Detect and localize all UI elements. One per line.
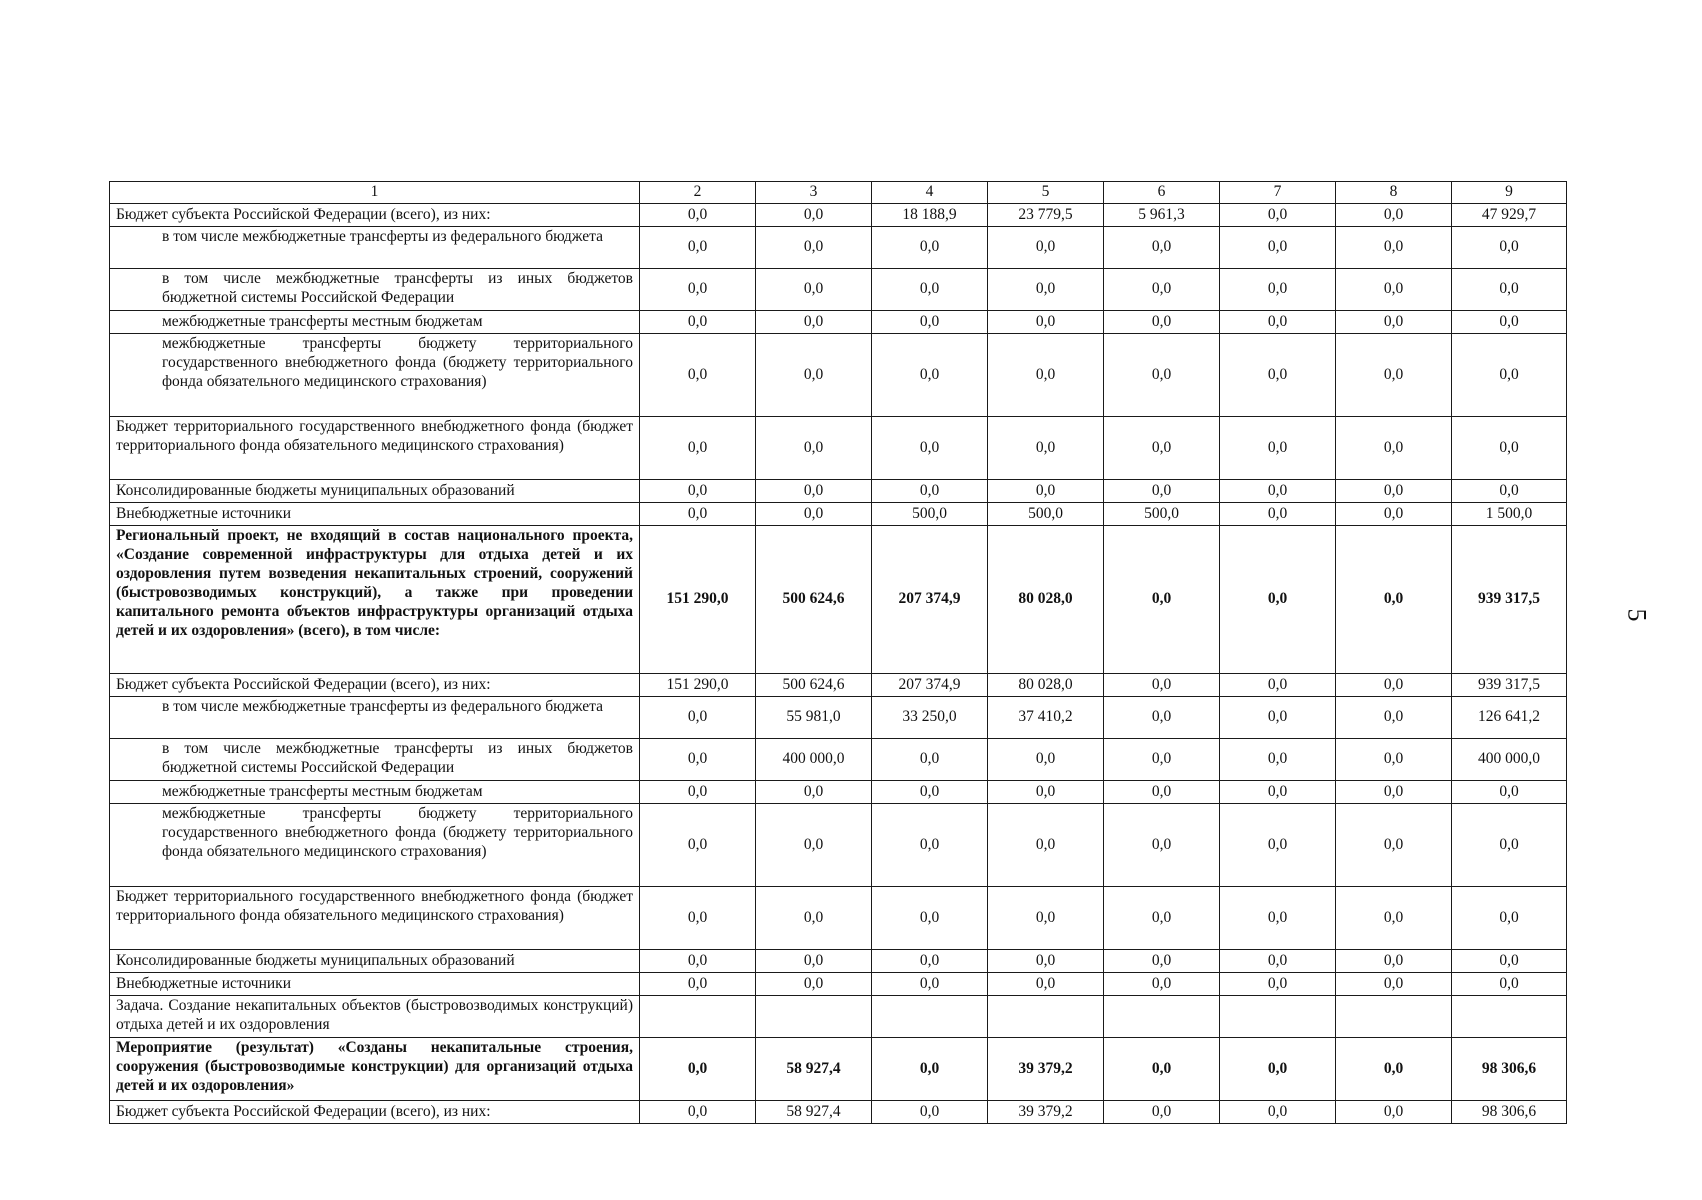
value-cell — [1220, 996, 1336, 1038]
value-cell: 0,0 — [1220, 739, 1336, 781]
value-cell — [1336, 996, 1452, 1038]
value-cell: 0,0 — [640, 417, 756, 480]
value-cell: 0,0 — [1104, 950, 1220, 973]
value-cell: 0,0 — [1104, 887, 1220, 950]
table-row — [110, 480, 1567, 503]
value-cell: 0,0 — [1220, 804, 1336, 887]
value-cell: 0,0 — [1104, 417, 1220, 480]
value-cell: 0,0 — [872, 1101, 988, 1124]
value-cell: 0,0 — [872, 417, 988, 480]
value-cell: 0,0 — [988, 334, 1104, 417]
row-label: Мероприятие (результат) «Созданы некапитальные строения, сооружения (быстровозводимые конструкции) для организаций отдыха детей и их оздоровления» — [110, 1038, 640, 1101]
value-cell: 0,0 — [756, 781, 872, 804]
table-row — [110, 887, 1567, 950]
value-cell: 0,0 — [1220, 311, 1336, 334]
value-cell: 0,0 — [1336, 804, 1452, 887]
column-header: 7 — [1220, 182, 1336, 204]
value-cell: 0,0 — [1220, 269, 1336, 311]
value-cell: 126 641,2 — [1452, 697, 1567, 739]
value-cell: 0,0 — [988, 480, 1104, 503]
value-cell: 0,0 — [640, 334, 756, 417]
value-cell: 0,0 — [1104, 269, 1220, 311]
value-cell — [988, 996, 1104, 1038]
value-cell: 0,0 — [1104, 1038, 1220, 1101]
table-row — [110, 674, 1567, 697]
value-cell: 0,0 — [1104, 697, 1220, 739]
value-cell: 0,0 — [1336, 503, 1452, 526]
table-row — [110, 1101, 1567, 1124]
table-header-row — [110, 182, 1567, 204]
value-cell: 0,0 — [1336, 526, 1452, 674]
value-cell: 0,0 — [1336, 1101, 1452, 1124]
table-row — [110, 781, 1567, 804]
value-cell: 0,0 — [1104, 804, 1220, 887]
table-row — [110, 334, 1567, 417]
value-cell: 18 188,9 — [872, 204, 988, 227]
value-cell: 0,0 — [1336, 417, 1452, 480]
value-cell: 0,0 — [756, 227, 872, 269]
value-cell: 0,0 — [1104, 674, 1220, 697]
value-cell: 0,0 — [640, 804, 756, 887]
value-cell: 0,0 — [1104, 973, 1220, 996]
value-cell: 0,0 — [1336, 1038, 1452, 1101]
row-label: Внебюджетные источники — [110, 503, 640, 526]
value-cell: 400 000,0 — [1452, 739, 1567, 781]
value-cell: 0,0 — [756, 204, 872, 227]
value-cell: 0,0 — [1452, 417, 1567, 480]
value-cell: 0,0 — [1104, 311, 1220, 334]
value-cell: 0,0 — [1452, 950, 1567, 973]
table-row — [110, 227, 1567, 269]
table-row — [110, 804, 1567, 887]
value-cell: 0,0 — [1336, 950, 1452, 973]
table-row — [110, 697, 1567, 739]
column-header: 1 — [110, 182, 640, 204]
column-header: 4 — [872, 182, 988, 204]
value-cell: 0,0 — [1452, 804, 1567, 887]
value-cell: 0,0 — [872, 269, 988, 311]
value-cell: 0,0 — [1220, 1101, 1336, 1124]
value-cell: 0,0 — [1104, 739, 1220, 781]
row-label: межбюджетные трансферты бюджету территориального государственного внебюджетного фонда (бюджету территориального фонда обязательного медицинского страхования) — [110, 334, 640, 417]
row-label: Бюджет субъекта Российской Федерации (всего), из них: — [110, 674, 640, 697]
value-cell: 0,0 — [1452, 973, 1567, 996]
row-label: Задача. Создание некапитальных объектов (быстровозводимых конструкций) отдыха детей и их оздоровления — [110, 996, 640, 1038]
value-cell: 0,0 — [1452, 781, 1567, 804]
table-row — [110, 526, 1567, 674]
value-cell: 0,0 — [756, 417, 872, 480]
value-cell — [640, 996, 756, 1038]
value-cell: 0,0 — [1220, 950, 1336, 973]
value-cell: 0,0 — [1452, 887, 1567, 950]
value-cell: 0,0 — [1452, 334, 1567, 417]
value-cell: 0,0 — [1104, 1101, 1220, 1124]
value-cell: 0,0 — [640, 950, 756, 973]
column-header: 5 — [988, 182, 1104, 204]
row-label: Бюджет субъекта Российской Федерации (всего), из них: — [110, 204, 640, 227]
value-cell: 0,0 — [1452, 480, 1567, 503]
value-cell: 80 028,0 — [988, 674, 1104, 697]
value-cell: 0,0 — [1336, 674, 1452, 697]
value-cell: 0,0 — [640, 973, 756, 996]
value-cell: 0,0 — [1104, 781, 1220, 804]
value-cell: 47 929,7 — [1452, 204, 1567, 227]
value-cell: 0,0 — [640, 1101, 756, 1124]
value-cell: 98 306,6 — [1452, 1038, 1567, 1101]
value-cell: 39 379,2 — [988, 1101, 1104, 1124]
value-cell: 939 317,5 — [1452, 526, 1567, 674]
value-cell: 0,0 — [872, 1038, 988, 1101]
row-label: в том числе межбюджетные трансферты из иных бюджетов бюджетной системы Российской Федерации — [110, 739, 640, 781]
row-label: в том числе межбюджетные трансферты из федерального бюджета — [110, 227, 640, 269]
value-cell: 0,0 — [1220, 480, 1336, 503]
value-cell: 0,0 — [1452, 269, 1567, 311]
value-cell: 0,0 — [872, 950, 988, 973]
value-cell: 98 306,6 — [1452, 1101, 1567, 1124]
value-cell: 207 374,9 — [872, 526, 988, 674]
value-cell: 0,0 — [640, 204, 756, 227]
value-cell: 37 410,2 — [988, 697, 1104, 739]
value-cell: 0,0 — [872, 781, 988, 804]
value-cell: 939 317,5 — [1452, 674, 1567, 697]
value-cell: 500,0 — [988, 503, 1104, 526]
table-row — [110, 739, 1567, 781]
value-cell: 0,0 — [640, 1038, 756, 1101]
value-cell: 0,0 — [872, 887, 988, 950]
value-cell: 0,0 — [640, 311, 756, 334]
table-row — [110, 503, 1567, 526]
value-cell: 0,0 — [640, 227, 756, 269]
value-cell: 0,0 — [1220, 526, 1336, 674]
value-cell — [1452, 996, 1567, 1038]
value-cell: 0,0 — [1336, 480, 1452, 503]
row-label: Консолидированные бюджеты муниципальных образований — [110, 950, 640, 973]
value-cell: 0,0 — [640, 739, 756, 781]
column-header: 6 — [1104, 182, 1220, 204]
value-cell: 0,0 — [872, 311, 988, 334]
value-cell: 0,0 — [756, 503, 872, 526]
value-cell: 0,0 — [1220, 503, 1336, 526]
value-cell — [756, 996, 872, 1038]
value-cell: 0,0 — [1220, 334, 1336, 417]
value-cell: 0,0 — [756, 973, 872, 996]
value-cell: 0,0 — [872, 227, 988, 269]
value-cell: 80 028,0 — [988, 526, 1104, 674]
value-cell: 0,0 — [756, 804, 872, 887]
value-cell: 0,0 — [988, 781, 1104, 804]
value-cell: 0,0 — [756, 269, 872, 311]
row-label: межбюджетные трансферты местным бюджетам — [110, 781, 640, 804]
row-label: Консолидированные бюджеты муниципальных образований — [110, 480, 640, 503]
table-row — [110, 269, 1567, 311]
table-row — [110, 973, 1567, 996]
value-cell: 0,0 — [1104, 334, 1220, 417]
row-label: Внебюджетные источники — [110, 973, 640, 996]
value-cell: 0,0 — [1336, 269, 1452, 311]
value-cell: 55 981,0 — [756, 697, 872, 739]
table-row — [110, 417, 1567, 480]
value-cell: 1 500,0 — [1452, 503, 1567, 526]
value-cell: 0,0 — [988, 311, 1104, 334]
value-cell: 207 374,9 — [872, 674, 988, 697]
value-cell: 0,0 — [1220, 697, 1336, 739]
value-cell: 0,0 — [988, 804, 1104, 887]
table-row — [110, 1038, 1567, 1101]
row-label: межбюджетные трансферты местным бюджетам — [110, 311, 640, 334]
value-cell: 0,0 — [1336, 204, 1452, 227]
value-cell: 0,0 — [1220, 204, 1336, 227]
budget-table — [109, 181, 1567, 1124]
value-cell: 58 927,4 — [756, 1101, 872, 1124]
value-cell: 0,0 — [1104, 480, 1220, 503]
table-row — [110, 204, 1567, 227]
value-cell: 0,0 — [640, 480, 756, 503]
value-cell — [1104, 996, 1220, 1038]
value-cell: 0,0 — [756, 480, 872, 503]
value-cell: 5 961,3 — [1104, 204, 1220, 227]
page-number: 5 — [1622, 608, 1652, 622]
value-cell: 0,0 — [1220, 887, 1336, 950]
row-label: Бюджет субъекта Российской Федерации (всего), из них: — [110, 1101, 640, 1124]
value-cell: 0,0 — [756, 887, 872, 950]
value-cell: 0,0 — [1452, 227, 1567, 269]
value-cell: 0,0 — [1220, 227, 1336, 269]
value-cell: 23 779,5 — [988, 204, 1104, 227]
value-cell: 0,0 — [872, 973, 988, 996]
value-cell: 0,0 — [872, 334, 988, 417]
value-cell: 58 927,4 — [756, 1038, 872, 1101]
value-cell: 500 624,6 — [756, 526, 872, 674]
value-cell: 0,0 — [1336, 887, 1452, 950]
value-cell: 0,0 — [1336, 334, 1452, 417]
value-cell: 0,0 — [640, 503, 756, 526]
value-cell: 500 624,6 — [756, 674, 872, 697]
value-cell: 0,0 — [988, 417, 1104, 480]
value-cell: 500,0 — [872, 503, 988, 526]
value-cell: 0,0 — [988, 739, 1104, 781]
value-cell: 0,0 — [988, 973, 1104, 996]
row-label: межбюджетные трансферты бюджету территориального государственного внебюджетного фонда (бюджету территориального фонда обязательного медицинского страхования) — [110, 804, 640, 887]
value-cell: 0,0 — [640, 781, 756, 804]
value-cell: 0,0 — [872, 739, 988, 781]
value-cell: 0,0 — [872, 804, 988, 887]
value-cell: 0,0 — [1336, 739, 1452, 781]
value-cell: 0,0 — [1220, 417, 1336, 480]
value-cell: 0,0 — [988, 950, 1104, 973]
value-cell: 0,0 — [756, 950, 872, 973]
value-cell: 0,0 — [1220, 973, 1336, 996]
value-cell: 0,0 — [1336, 227, 1452, 269]
value-cell: 0,0 — [1220, 674, 1336, 697]
column-header: 2 — [640, 182, 756, 204]
value-cell: 0,0 — [640, 269, 756, 311]
value-cell: 0,0 — [988, 227, 1104, 269]
row-label: в том числе межбюджетные трансферты из иных бюджетов бюджетной системы Российской Федерации — [110, 269, 640, 311]
value-cell: 0,0 — [640, 887, 756, 950]
value-cell: 0,0 — [1104, 526, 1220, 674]
row-label: Бюджет территориального государственного внебюджетного фонда (бюджет территориального фонда обязательного медицинского страхования) — [110, 417, 640, 480]
row-label: Региональный проект, не входящий в состав национального проекта, «Создание современной инфраструктуры для отдыха детей и их оздоровления путем возведения некапитальных строений, сооружений (быстровозводимых конструкций), а также при проведении капитального ремонта объектов инфраструктуры организаций отдыха детей и их оздоровления» (всего), в том числе: — [110, 526, 640, 674]
value-cell: 0,0 — [1336, 697, 1452, 739]
value-cell: 0,0 — [1220, 781, 1336, 804]
value-cell — [872, 996, 988, 1038]
value-cell: 0,0 — [1336, 973, 1452, 996]
row-label: Бюджет территориального государственного внебюджетного фонда (бюджет территориального фонда обязательного медицинского страхования) — [110, 887, 640, 950]
value-cell: 0,0 — [1336, 781, 1452, 804]
value-cell: 0,0 — [1220, 1038, 1336, 1101]
value-cell: 500,0 — [1104, 503, 1220, 526]
column-header: 3 — [756, 182, 872, 204]
value-cell: 39 379,2 — [988, 1038, 1104, 1101]
value-cell: 0,0 — [988, 269, 1104, 311]
value-cell: 0,0 — [1104, 227, 1220, 269]
value-cell: 0,0 — [756, 311, 872, 334]
table-row — [110, 950, 1567, 973]
value-cell: 151 290,0 — [640, 526, 756, 674]
table-row — [110, 996, 1567, 1038]
table-row — [110, 311, 1567, 334]
row-label: в том числе межбюджетные трансферты из федерального бюджета — [110, 697, 640, 739]
value-cell: 33 250,0 — [872, 697, 988, 739]
value-cell: 0,0 — [640, 697, 756, 739]
column-header: 8 — [1336, 182, 1452, 204]
value-cell: 400 000,0 — [756, 739, 872, 781]
column-header: 9 — [1452, 182, 1567, 204]
value-cell: 151 290,0 — [640, 674, 756, 697]
value-cell: 0,0 — [1452, 311, 1567, 334]
value-cell: 0,0 — [756, 334, 872, 417]
value-cell: 0,0 — [988, 887, 1104, 950]
value-cell: 0,0 — [872, 480, 988, 503]
value-cell: 0,0 — [1336, 311, 1452, 334]
